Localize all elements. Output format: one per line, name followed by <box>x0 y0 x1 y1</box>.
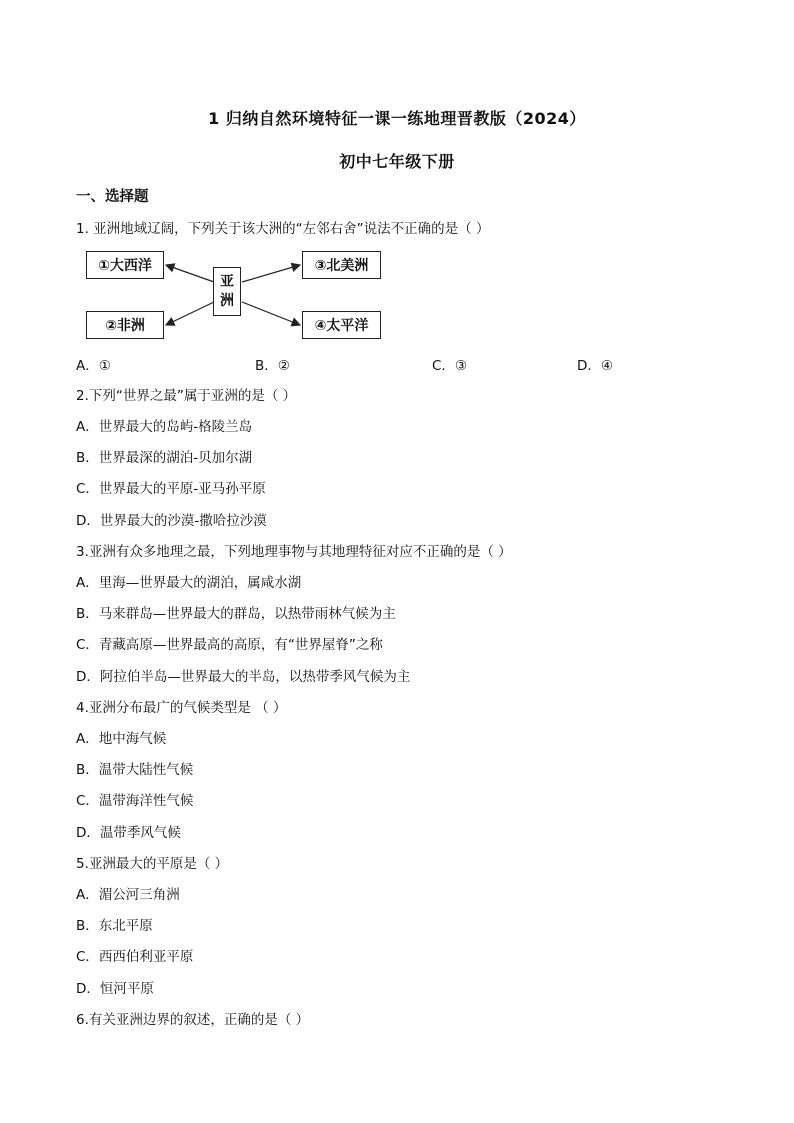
q2-option-c[interactable]: C．世界最大的平原-亚马孙平原 <box>76 481 266 497</box>
q5-option-c[interactable]: C．西西伯利亚平原 <box>76 949 194 965</box>
q4-option-c[interactable]: C．温带海洋性气候 <box>76 793 194 809</box>
q3-option-a[interactable]: A．里海—世界最大的湖泊，属咸水湖 <box>76 575 302 591</box>
box-atlantic: ①大西洋 <box>86 251 164 279</box>
box-asia <box>213 267 241 316</box>
q5-option-b[interactable]: B．东北平原 <box>76 918 153 934</box>
q4-option-d[interactable]: D．温带季风气候 <box>76 825 181 841</box>
question-2-stem: 2.下列“世界之最”属于亚洲的是（ ） <box>76 388 297 404</box>
q2-option-a[interactable]: A．世界最大的岛屿-格陵兰岛 <box>76 419 253 435</box>
question-5-stem: 5.亚洲最大的平原是（ ） <box>76 856 229 872</box>
q1-option-c[interactable]: C．③ <box>432 358 468 374</box>
arrow-to-box1 <box>166 265 214 282</box>
q4-option-a[interactable]: A．地中海气候 <box>76 731 167 747</box>
question-6-stem: 6.有关亚洲边界的叙述，正确的是（ ） <box>76 1012 310 1028</box>
section-heading: 一、选择题 <box>76 189 149 205</box>
arrow-to-box3 <box>242 265 300 282</box>
q5-option-d[interactable]: D．恒河平原 <box>76 981 154 997</box>
q2-option-d[interactable]: D．世界最大的沙漠-撒哈拉沙漠 <box>76 513 267 529</box>
question-4-stem: 4.亚洲分布最广的气候类型是 （ ） <box>76 700 287 716</box>
q1-option-b[interactable]: B．② <box>255 358 290 374</box>
question-1-stem: 1. 亚洲地域辽阔，下列关于该大洲的“左邻右舍”说法不正确的是（ ） <box>76 221 490 237</box>
q5-option-a[interactable]: A．湄公河三角洲 <box>76 887 180 903</box>
q3-option-b[interactable]: B．马来群岛—世界最大的群岛，以热带雨林气候为主 <box>76 606 396 622</box>
q4-option-b[interactable]: B．温带大陆性气候 <box>76 762 194 778</box>
box-asia-char-2: 洲 <box>220 292 234 309</box>
q1-option-d[interactable]: D．④ <box>577 358 613 374</box>
q3-option-c[interactable]: C．青藏高原—世界最高的高原，有“世界屋脊”之称 <box>76 637 383 653</box>
box-asia-char-1: 亚 <box>220 273 234 290</box>
q2-option-b[interactable]: B．世界最深的湖泊-贝加尔湖 <box>76 450 253 466</box>
question-3-stem: 3.亚洲有众多地理之最，下列地理事物与其地理特征对应不正确的是（ ） <box>76 544 512 560</box>
arrow-to-box4 <box>242 302 300 325</box>
document-title: 1 归纳自然环境特征一课一练地理晋教版（2024） <box>208 109 586 128</box>
box-pacific: ④太平洋 <box>302 311 381 339</box>
box-north-america: ③北美洲 <box>302 251 381 279</box>
q3-option-d[interactable]: D．阿拉伯半岛—世界最大的半岛，以热带季风气候为主 <box>76 669 411 685</box>
document-subtitle: 初中七年级下册 <box>339 152 455 171</box>
box-africa: ②非洲 <box>86 311 164 339</box>
asia-neighbors-diagram <box>86 244 386 340</box>
q1-option-a[interactable]: A．① <box>76 358 111 374</box>
arrow-to-box2 <box>166 302 214 325</box>
